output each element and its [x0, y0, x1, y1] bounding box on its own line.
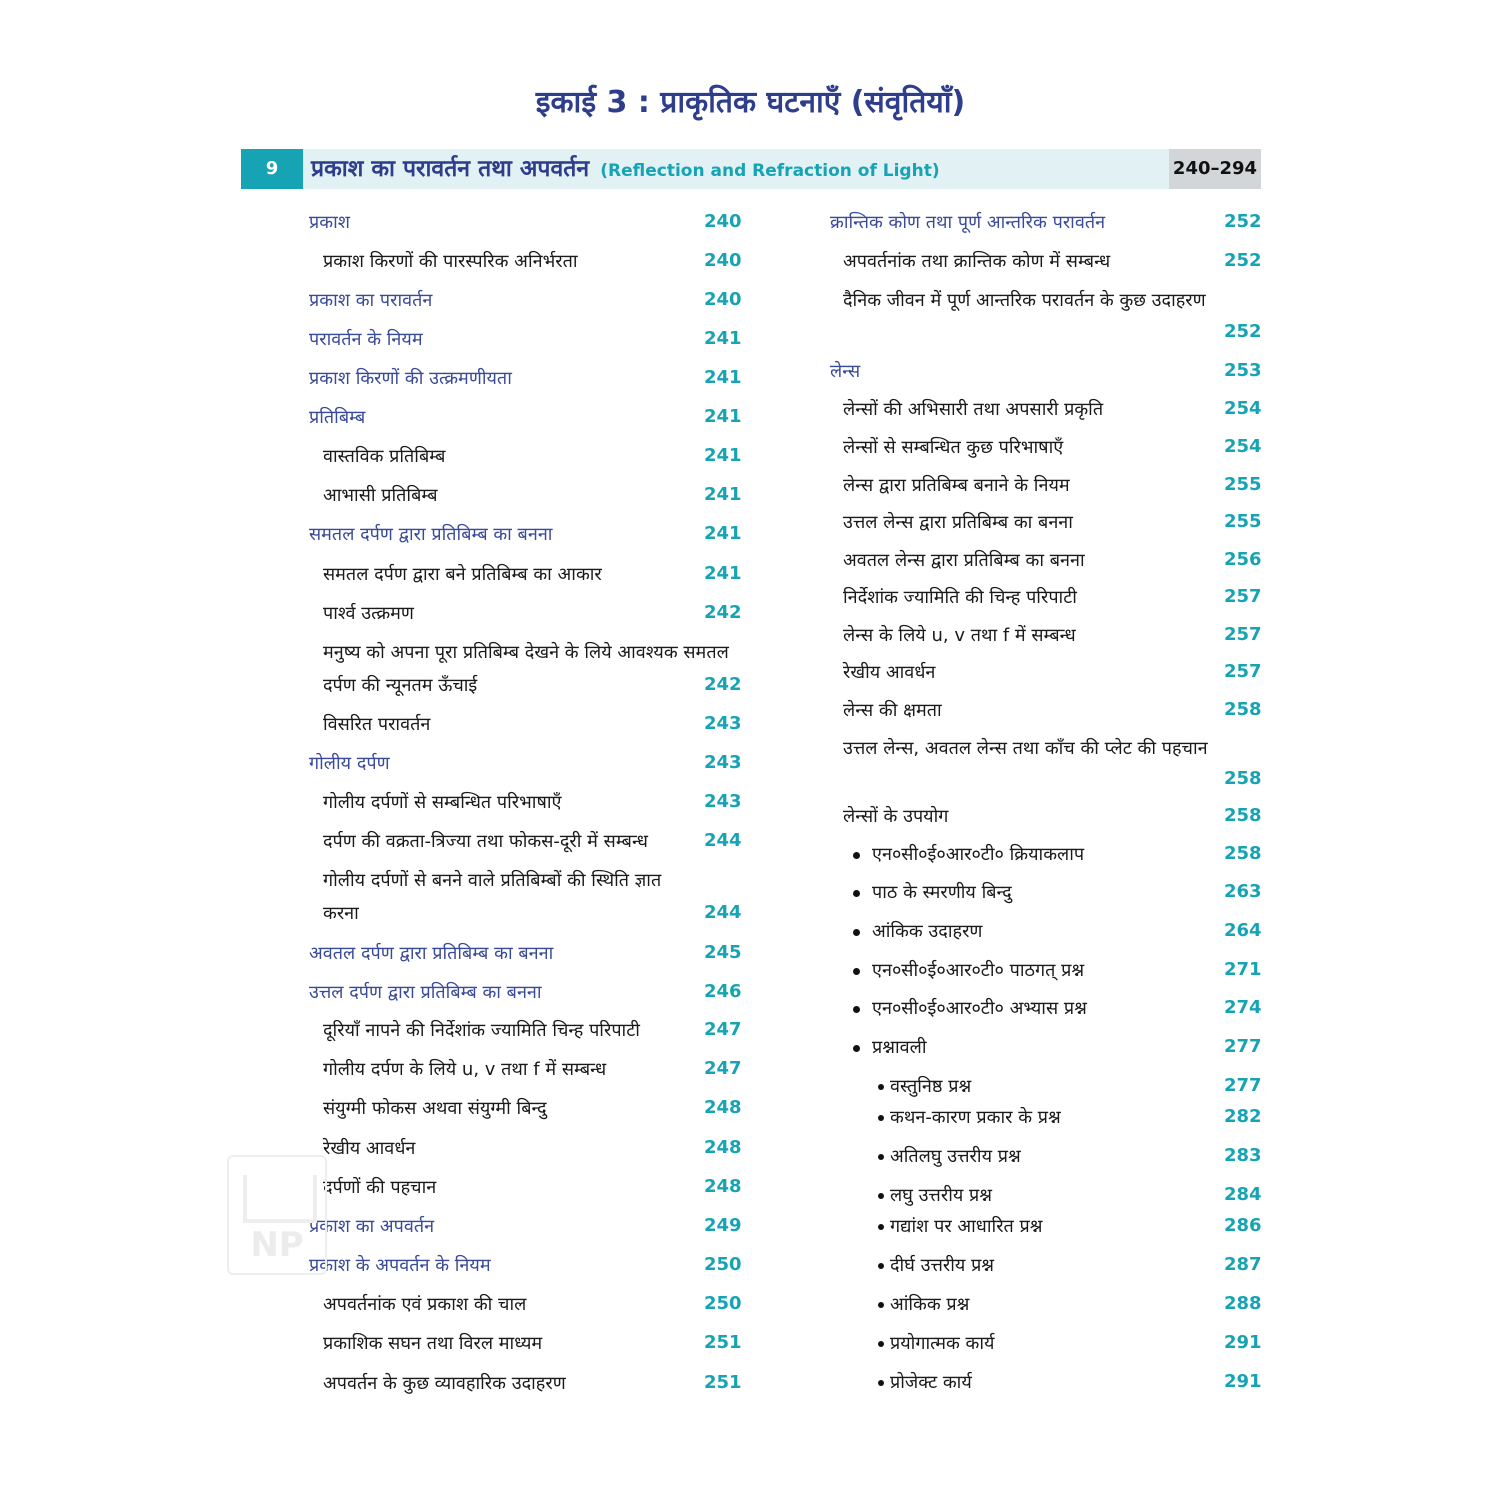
- toc-entry-page: 246: [704, 981, 742, 1002]
- toc-entry-title: लेन्स: [830, 361, 861, 382]
- chapter-page-range: 240–294: [1169, 149, 1261, 189]
- toc-entry-title: अपवर्तनांक तथा क्रान्तिक कोण में सम्बन्ध: [843, 251, 1111, 272]
- toc-entry-title: उत्तल लेन्स द्वारा प्रतिबिम्ब का बनना: [843, 512, 1073, 533]
- toc-entry-page: 291: [1224, 1332, 1262, 1353]
- toc-entry-title: गोलीय दर्पण के लिये u, v तथा f में सम्बन्ध: [323, 1059, 607, 1080]
- toc-entry-title: कथन-कारण प्रकार के प्रश्न: [890, 1107, 1061, 1128]
- toc-entry-title: लेन्स के लिये u, v तथा f में सम्बन्ध: [843, 625, 1076, 646]
- toc-entry-page: 263: [1224, 881, 1262, 902]
- bullet-icon: [878, 1341, 884, 1347]
- toc-entry-page: 248: [704, 1137, 742, 1158]
- toc-entry-title: लेन्स द्वारा प्रतिबिम्ब बनाने के नियम: [843, 475, 1070, 496]
- bullet-icon: [878, 1380, 884, 1386]
- toc-entry-title: गोलीय दर्पणों से बनने वाले प्रतिबिम्बों की स्थिति ज्ञात: [323, 870, 662, 891]
- chapter-title: [311, 149, 940, 189]
- toc-entry-title: प्रकाश के अपवर्तन के नियम: [309, 1255, 491, 1276]
- toc-entry-title: प्रश्नावली: [872, 1037, 927, 1058]
- toc-entry-title: एन०सी०ई०आर०टी० पाठगत् प्रश्न: [872, 960, 1085, 981]
- toc-entry-page: 283: [1224, 1145, 1262, 1166]
- toc-entry-page: 277: [1224, 1036, 1262, 1057]
- toc-entry-title: लेन्सों के उपयोग: [843, 806, 949, 827]
- toc-entry-page: 282: [1224, 1106, 1262, 1127]
- toc-entry-title: संयुग्मी फोकस अथवा संयुग्मी बिन्दु: [323, 1098, 547, 1119]
- toc-entry-page: 247: [704, 1019, 742, 1040]
- toc-entry-page: 250: [704, 1254, 742, 1275]
- toc-entry-title: लेन्सों से सम्बन्धित कुछ परिभाषाएँ: [843, 437, 1064, 458]
- toc-entry-page: 255: [1224, 511, 1262, 532]
- bullet-icon: [853, 1045, 860, 1052]
- toc-entry-title: लेन्सों की अभिसारी तथा अपसारी प्रकृति: [843, 399, 1104, 420]
- toc-entry-page: 240: [704, 211, 742, 232]
- bullet-icon: [878, 1302, 884, 1308]
- toc-entry-title: प्रतिबिम्ब: [309, 407, 366, 428]
- toc-entry-page: 251: [704, 1372, 742, 1393]
- toc-entry-title: वस्तुनिष्ठ प्रश्न: [890, 1076, 972, 1097]
- toc-entry-page: 249: [704, 1215, 742, 1236]
- bullet-icon: [853, 968, 860, 975]
- toc-entry-page: 258: [1224, 843, 1262, 864]
- unit-title: इकाई 3 : प्राकृतिक घटनाएँ (संवृतियाँ): [535, 85, 966, 120]
- toc-entry-page: 274: [1224, 997, 1262, 1018]
- chapter-title-hindi: प्रकाश का परावर्तन तथा अपवर्तन: [311, 156, 590, 182]
- toc-entry-page: 254: [1224, 398, 1262, 419]
- toc-entry-title: प्रकाशिक सघन तथा विरल माध्यम: [323, 1333, 543, 1354]
- toc-entry-page: 286: [1224, 1215, 1262, 1236]
- toc-entry-page: 245: [704, 942, 742, 963]
- toc-entry-page: 241: [704, 406, 742, 427]
- toc-entry-page: 244: [704, 902, 742, 923]
- bullet-icon: [853, 852, 860, 859]
- toc-entry-page: 242: [704, 602, 742, 623]
- bullet-icon: [878, 1263, 884, 1269]
- toc-entry-page: 251: [704, 1332, 742, 1353]
- bullet-icon: [878, 1193, 884, 1199]
- toc-entry-title: दैनिक जीवन में पूर्ण आन्तरिक परावर्तन के कुछ उदाहरण: [843, 290, 1206, 311]
- toc-entry-title: उत्तल लेन्स, अवतल लेन्स तथा काँच की प्लेट की पहचान: [843, 738, 1208, 759]
- toc-entry-title: प्रकाश किरणों की उत्क्रमणीयता: [309, 368, 512, 389]
- toc-entry-page: 287: [1224, 1254, 1262, 1275]
- toc-entry-title: आंकिक उदाहरण: [872, 921, 983, 942]
- toc-entry-title: समतल दर्पण द्वारा प्रतिबिम्ब का बनना: [309, 524, 553, 545]
- toc-entry-title: रेखीय आवर्धन: [843, 662, 936, 683]
- toc-entry-page: 257: [1224, 661, 1262, 682]
- toc-entry-page: 241: [704, 445, 742, 466]
- toc-entry-title: पार्श्व उत्क्रमण: [323, 603, 414, 624]
- toc-entry-page: 256: [1224, 549, 1262, 570]
- toc-entry-title: अवतल दर्पण द्वारा प्रतिबिम्ब का बनना: [309, 943, 554, 964]
- bullet-icon: [853, 929, 860, 936]
- toc-entry-page: 277: [1224, 1075, 1262, 1096]
- toc-entry-page: 271: [1224, 959, 1262, 980]
- bullet-icon: [878, 1084, 884, 1090]
- toc-entry-page: 254: [1224, 436, 1262, 457]
- toc-entry-title: आभासी प्रतिबिम्ब: [323, 485, 438, 506]
- toc-entry-page: 243: [704, 752, 742, 773]
- toc-entry-title: एन०सी०ई०आर०टी० अभ्यास प्रश्न: [872, 998, 1087, 1019]
- toc-entry-title: विसरित परावर्तन: [323, 714, 431, 735]
- toc-entry-title-continued: दर्पण की न्यूनतम ऊँचाई: [323, 675, 478, 696]
- toc-entry-page: 288: [1224, 1293, 1262, 1314]
- toc-entry-title: प्रयोगात्मक कार्य: [890, 1333, 995, 1354]
- toc-entry-title: दर्पणों की पहचान: [323, 1177, 437, 1198]
- toc-entry-title: अपवर्तन के कुछ व्यावहारिक उदाहरण: [323, 1373, 566, 1394]
- toc-entry-title: अपवर्तनांक एवं प्रकाश की चाल: [323, 1294, 527, 1315]
- toc-entry-page: 257: [1224, 586, 1262, 607]
- toc-entry-page: 243: [704, 791, 742, 812]
- toc-entry-page: 252: [1224, 211, 1262, 232]
- toc-entry-title: आंकिक प्रश्न: [890, 1294, 970, 1315]
- toc-entry-page: 250: [704, 1293, 742, 1314]
- bullet-icon: [878, 1154, 884, 1160]
- toc-entry-title: गोलीय दर्पणों से सम्बन्धित परिभाषाएँ: [323, 792, 562, 813]
- toc-entry-page: 241: [704, 367, 742, 388]
- toc-entry-page: 241: [704, 563, 742, 584]
- toc-entry-title: मनुष्य को अपना पूरा प्रतिबिम्ब देखने के लिये आवश्यक समतल: [323, 642, 729, 663]
- toc-entry-title: प्रोजेक्ट कार्य: [890, 1372, 972, 1393]
- toc-entry-title: एन०सी०ई०आर०टी० क्रियाकलाप: [872, 844, 1085, 865]
- toc-entry-page: 240: [704, 289, 742, 310]
- toc-entry-title: गोलीय दर्पण: [309, 753, 390, 774]
- chapter-header: [241, 149, 1261, 189]
- toc-entry-page: 240: [704, 250, 742, 271]
- toc-entry-title: अवतल लेन्स द्वारा प्रतिबिम्ब का बनना: [843, 550, 1085, 571]
- toc-entry-page: 255: [1224, 474, 1262, 495]
- toc-entry-page: 252: [1224, 321, 1262, 342]
- toc-entry-title: पाठ के स्मरणीय बिन्दु: [872, 882, 1012, 903]
- chapter-title-english: (Reflection and Refraction of Light): [600, 161, 940, 181]
- toc-entry-title: प्रकाश का परावर्तन: [309, 290, 433, 311]
- toc-entry-page: 248: [704, 1176, 742, 1197]
- toc-entry-page: 241: [704, 484, 742, 505]
- toc-entry-page: 258: [1224, 805, 1262, 826]
- toc-entry-title: प्रकाश का अपवर्तन: [309, 1216, 435, 1237]
- toc-entry-title: गद्यांश पर आधारित प्रश्न: [890, 1216, 1043, 1237]
- toc-entry-page: 252: [1224, 250, 1262, 271]
- toc-entry-page: 248: [704, 1097, 742, 1118]
- toc-entry-title: निर्देशांक ज्यामिति की चिन्ह परिपाटी: [843, 587, 1077, 608]
- toc-entry-page: 243: [704, 713, 742, 734]
- toc-entry-title: प्रकाश किरणों की पारस्परिक अनिर्भरता: [323, 251, 578, 272]
- toc-entry-title: दर्पण की वक्रता-त्रिज्या तथा फोकस-दूरी में सम्बन्ध: [323, 831, 649, 852]
- toc-entry-title: दूरियाँ नापने की निर्देशांक ज्यामिति चिन्ह परिपाटी: [323, 1020, 640, 1041]
- toc-entry-title: समतल दर्पण द्वारा बने प्रतिबिम्ब का आकार: [323, 564, 602, 585]
- toc-entry-title: क्रान्तिक कोण तथा पूर्ण आन्तरिक परावर्तन: [830, 212, 1106, 233]
- toc-entry-title-continued: करना: [323, 903, 359, 924]
- toc-entry-title: अतिलघु उत्तरीय प्रश्न: [890, 1146, 1021, 1167]
- toc-entry-page: 257: [1224, 624, 1262, 645]
- bullet-icon: [878, 1224, 884, 1230]
- toc-entry-page: 244: [704, 830, 742, 851]
- toc-entry-page: 241: [704, 328, 742, 349]
- bullet-icon: [853, 890, 860, 897]
- toc-entry-page: 253: [1224, 360, 1262, 381]
- toc-entry-page: 247: [704, 1058, 742, 1079]
- chapter-number: 9: [241, 149, 303, 189]
- bullet-icon: [878, 1115, 884, 1121]
- toc-entry-page: 258: [1224, 699, 1262, 720]
- toc-entry-title: रेखीय आवर्धन: [323, 1138, 416, 1159]
- toc-entry-page: 264: [1224, 920, 1262, 941]
- toc-entry-page: 242: [704, 674, 742, 695]
- toc-entry-title: उत्तल दर्पण द्वारा प्रतिबिम्ब का बनना: [309, 982, 542, 1003]
- toc-entry-title: प्रकाश: [309, 212, 350, 233]
- toc-entry-title: परावर्तन के नियम: [309, 329, 423, 350]
- toc-entry-page: 284: [1224, 1184, 1262, 1205]
- toc-entry-title: दीर्घ उत्तरीय प्रश्न: [890, 1255, 995, 1276]
- toc-entry-title: लेन्स की क्षमता: [843, 700, 942, 721]
- bullet-icon: [853, 1006, 860, 1013]
- toc-entry-title: लघु उत्तरीय प्रश्न: [890, 1185, 993, 1206]
- toc-entry-title: वास्तविक प्रतिबिम्ब: [323, 446, 446, 467]
- toc-entry-page: 241: [704, 523, 742, 544]
- toc-entry-page: 291: [1224, 1371, 1262, 1392]
- publisher-watermark-icon: NP: [227, 1155, 327, 1275]
- toc-entry-page: 258: [1224, 768, 1262, 789]
